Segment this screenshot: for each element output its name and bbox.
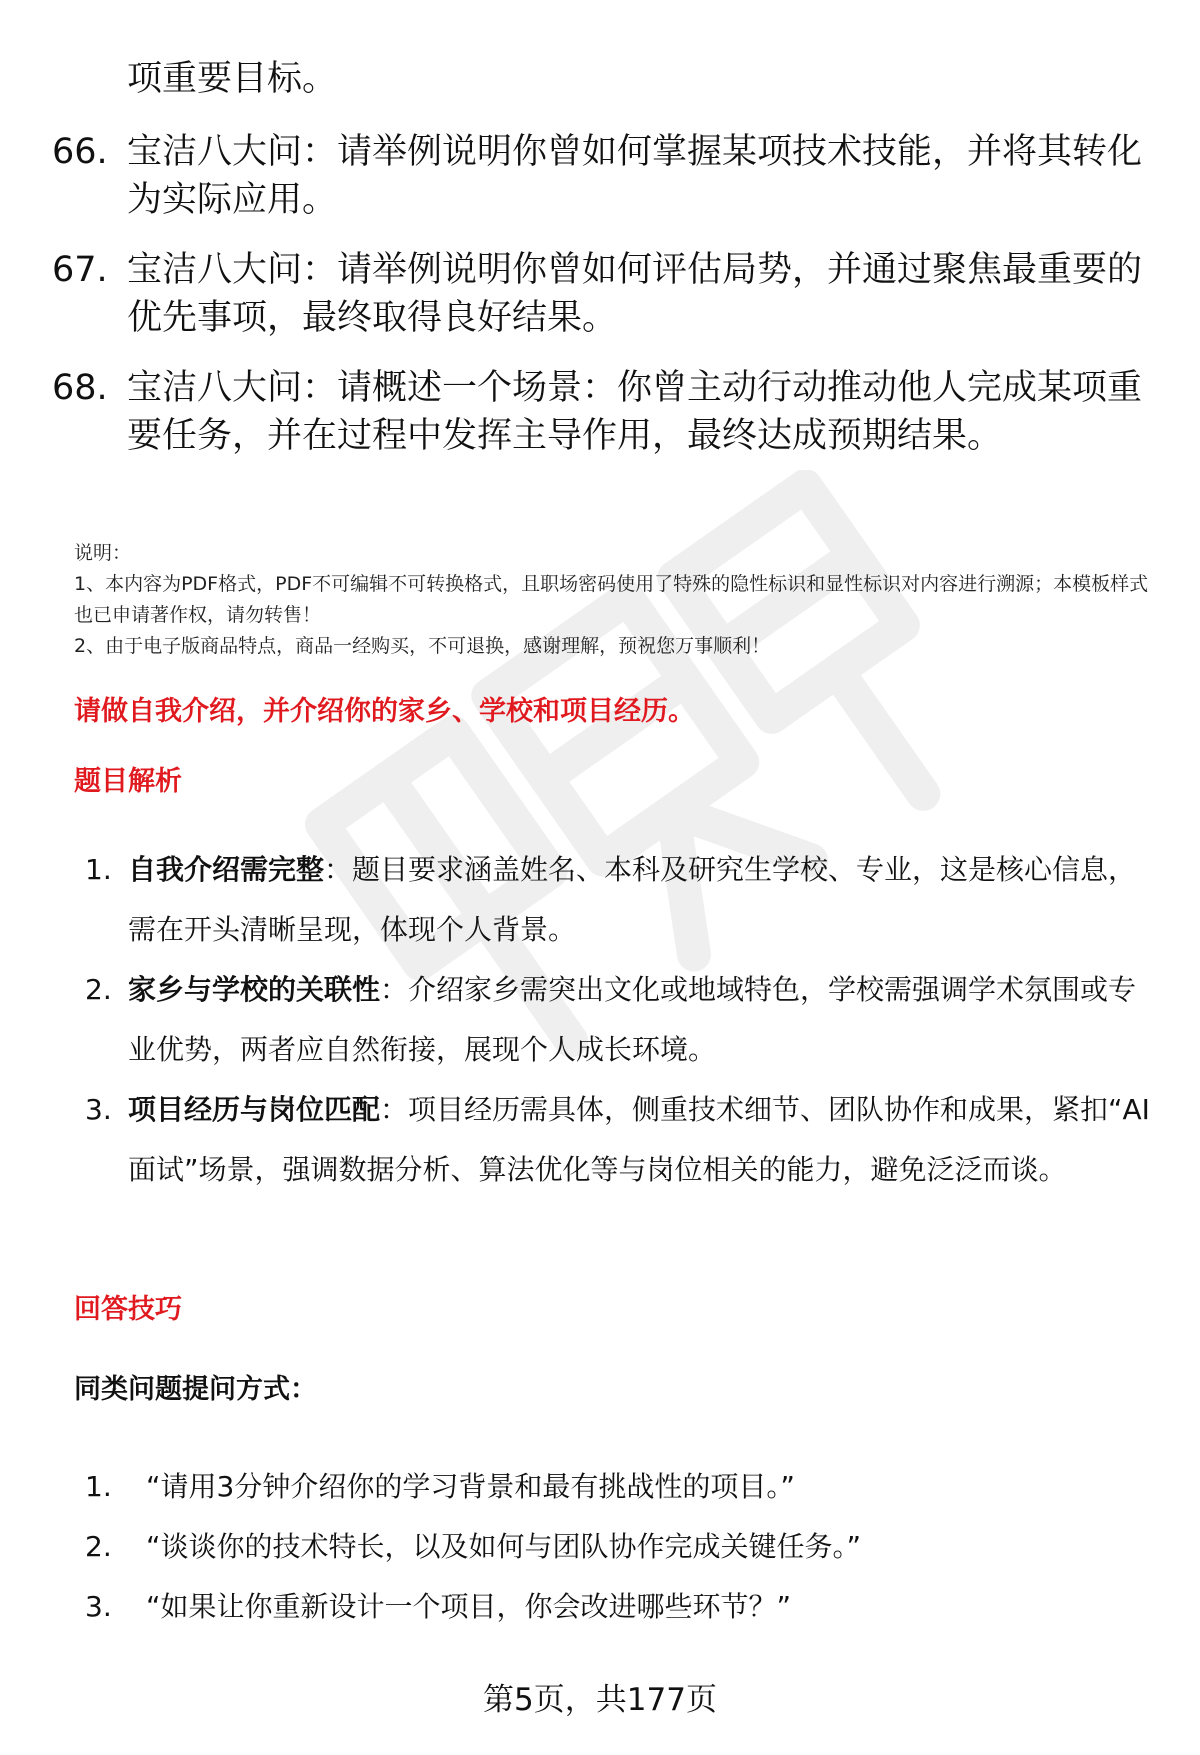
similar-text: “如果让你重新设计一个项目，你会改进哪些环节？” [146, 1590, 792, 1623]
similar-number: 3. [85, 1590, 112, 1623]
disclaimer-notes [74, 538, 1164, 662]
notes-title: 说明： [74, 542, 132, 564]
analysis-item [80, 1080, 1160, 1200]
similar-number: 1. [85, 1470, 112, 1503]
analysis-text: ：项目经历需具体，侧重技术细节、团队协作和成果，紧扣“AI面试”场景，强调数据分析、算法优化等与岗位相关的能力，避免泛泛而谈。 [128, 1093, 1150, 1186]
analysis-text: ：介绍家乡需突出文化或地域特色，学校需强调学术氛围或专业优势，两者应自然衔接，展现个人成长环境。 [128, 973, 1137, 1066]
question-number: 66. [52, 132, 108, 172]
question-text: 项重要目标。 [127, 59, 338, 99]
similar-question-item [80, 1517, 1160, 1577]
question-item [52, 246, 1152, 342]
similar-number: 2. [85, 1530, 112, 1563]
question-text: 宝洁八大问：请概述一个场景：你曾主动行动推动他人完成某项重要任务，并在过程中发挥主导作用，最终达成预期结果。 [127, 368, 1143, 456]
analysis-item [80, 960, 1160, 1080]
analysis-keyword: 家乡与学校的关联性 [128, 973, 381, 1006]
analysis-number: 3. [85, 1093, 112, 1126]
similar-text: “谈谈你的技术特长，以及如何与团队协作完成关键任务。” [146, 1530, 862, 1563]
analysis-list [80, 840, 1160, 1200]
page-footer: 第5页，共177页 [483, 1682, 717, 1718]
main-question: 请做自我介绍，并介绍你的家乡、学校和项目经历。 [74, 696, 695, 727]
question-text: 宝洁八大问：请举例说明你曾如何掌握某项技术技能，并将其转化为实际应用。 [127, 132, 1143, 220]
question-number: 67. [52, 250, 108, 290]
similar-heading: 同类问题提问方式： [74, 1374, 317, 1405]
analysis-keyword: 自我介绍需完整 [128, 853, 325, 886]
similar-text: “请用3分钟介绍你的学习背景和最有挑战性的项目。” [146, 1470, 795, 1503]
tips-heading: 回答技巧 [74, 1294, 182, 1325]
similar-question-item [80, 1457, 1160, 1517]
notes-line-2: 2、由于电子版商品特点，商品一经购买，不可退换，感谢理解，预祝您万事顺利！ [74, 635, 771, 657]
question-continuation [52, 55, 1152, 103]
analysis-number: 1. [85, 853, 112, 886]
question-number: 68. [52, 368, 108, 408]
similar-questions-list [80, 1457, 1160, 1637]
analysis-item [80, 840, 1160, 960]
question-item [52, 364, 1152, 460]
analysis-heading: 题目解析 [74, 766, 182, 797]
notes-line-1: 1、本内容为PDF格式，PDF不可编辑不可转换格式，且职场密码使用了特殊的隐性标识和显性标识对内容进行溯源；本模板样式也已申请著作权，请勿转售！ [74, 573, 1149, 626]
analysis-keyword: 项目经历与岗位匹配 [128, 1093, 381, 1126]
question-item [52, 128, 1152, 224]
question-text: 宝洁八大问：请举例说明你曾如何评估局势，并通过聚焦最重要的优先事项，最终取得良好结果。 [127, 250, 1143, 338]
similar-question-item [80, 1577, 1160, 1637]
analysis-number: 2. [85, 973, 112, 1006]
analysis-text: ：题目要求涵盖姓名、本科及研究生学校、专业，这是核心信息，需在开头清晰呈现，体现个人背景。 [128, 853, 1137, 946]
